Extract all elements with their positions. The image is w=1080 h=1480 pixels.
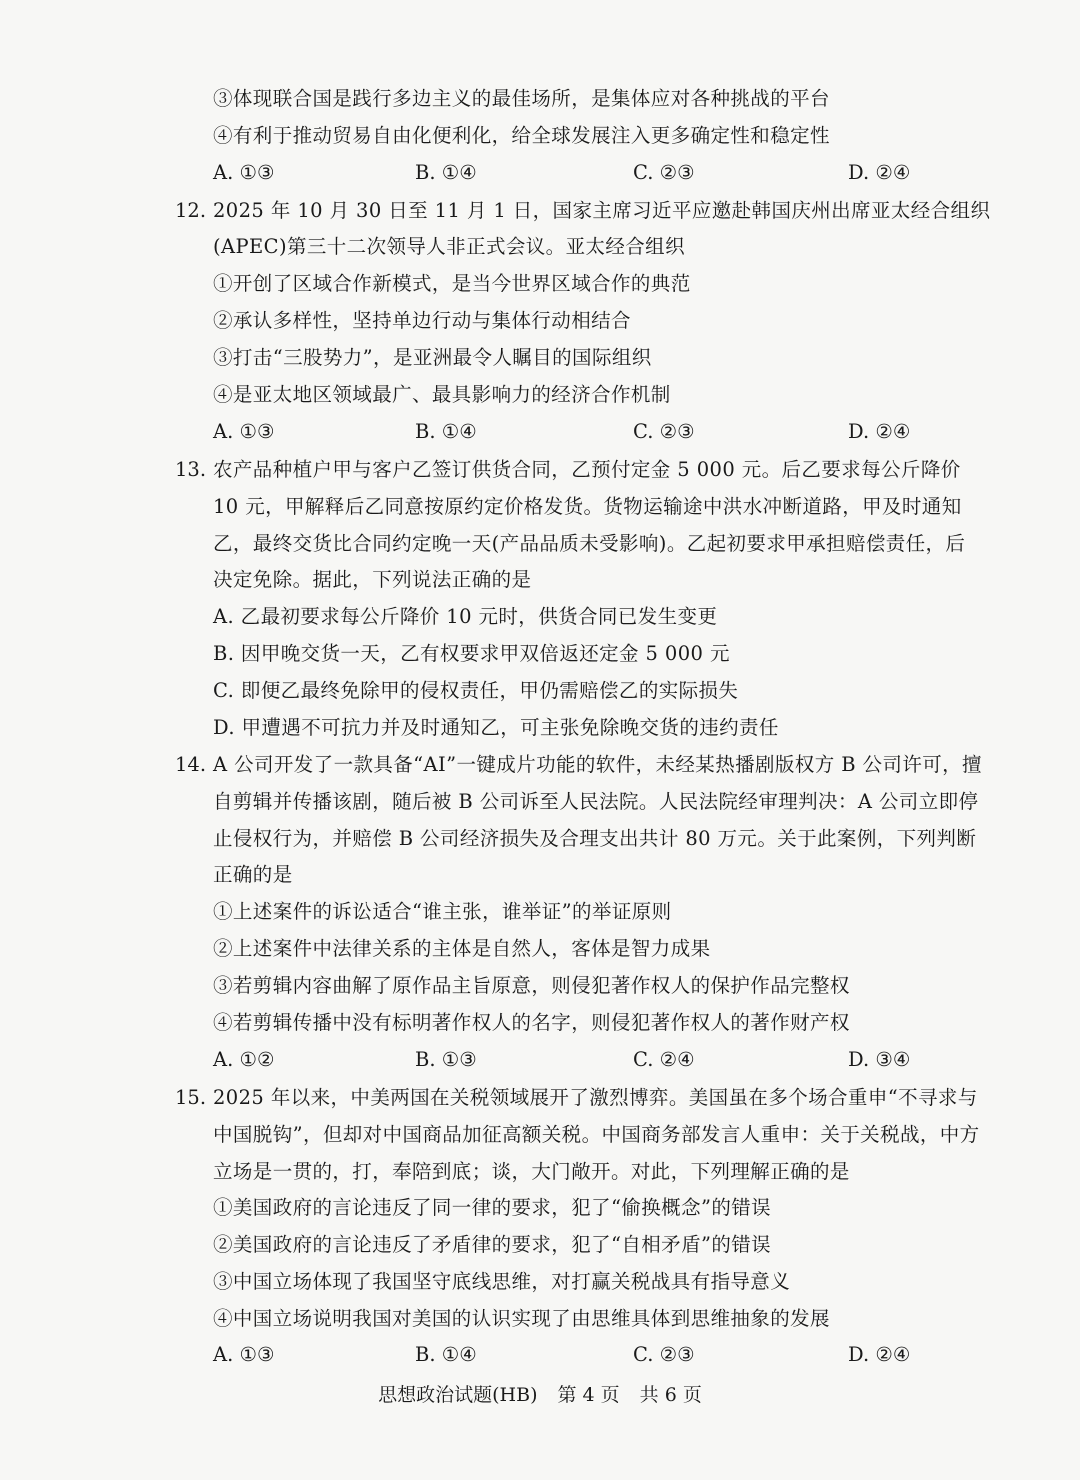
q11-item-4: ④有利于推动贸易自由化便利化，给全球发展注入更多确定性和稳定性 bbox=[213, 124, 830, 147]
q12-stem-line-2: (APEC)第三十二次领导人非正式会议。亚太经合组织 bbox=[213, 235, 685, 258]
q11-option-d: D. ②④ bbox=[848, 161, 911, 184]
q14-stem-line-4: 正确的是 bbox=[213, 863, 293, 886]
q15-option-b: B. ①④ bbox=[415, 1343, 477, 1366]
q12-item-4: ④是亚太地区领域最广、最具影响力的经济合作机制 bbox=[213, 383, 671, 406]
q13-option-b: B. 因甲晚交货一天，乙有权要求甲双倍返还定金 5 000 元 bbox=[213, 642, 730, 665]
q14-item-2: ②上述案件中法律关系的主体是自然人，客体是智力成果 bbox=[213, 937, 711, 960]
q15-stem-line-2: 中国脱钩”，但却对中国商品加征高额关税。中国商务部发言人重申：关于关税战，中方 bbox=[213, 1123, 980, 1146]
q11-option-c: C. ②③ bbox=[633, 161, 695, 184]
q15-item-2: ②美国政府的言论违反了矛盾律的要求，犯了“自相矛盾”的错误 bbox=[213, 1233, 772, 1256]
q15-stem-line-3: 立场是一贯的，打，奉陪到底；谈，大门敞开。对此，下列理解正确的是 bbox=[213, 1160, 850, 1183]
q14-stem-line-3: 止侵权行为，并赔偿 B 公司经济损失及合理支出共计 80 万元。关于此案例，下列判断 bbox=[213, 827, 977, 850]
page-footer bbox=[0, 1382, 1080, 1408]
q15-number: 15. bbox=[175, 1086, 207, 1109]
q12-option-a: A. ①③ bbox=[213, 420, 275, 443]
q11-item-3: ③体现联合国是践行多边主义的最佳场所，是集体应对各种挑战的平台 bbox=[213, 87, 830, 110]
q12-item-3: ③打击“三股势力”，是亚洲最令人瞩目的国际组织 bbox=[213, 346, 652, 369]
q12-item-1: ①开创了区域合作新模式，是当今世界区域合作的典范 bbox=[213, 272, 691, 295]
q13-stem-line-4: 决定免除。据此，下列说法正确的是 bbox=[213, 568, 532, 591]
q14-stem-line-1: A 公司开发了一款具备“AI”一键成片功能的软件，未经某热播剧版权方 B 公司许可，擅 bbox=[213, 753, 982, 776]
q11-option-a: A. ①③ bbox=[213, 161, 275, 184]
q14-option-b: B. ①③ bbox=[415, 1048, 477, 1071]
q14-option-a: A. ①② bbox=[213, 1048, 275, 1071]
q12-number: 12. bbox=[175, 199, 207, 222]
footer-exam-title: 思想政治试题(HB) bbox=[378, 1384, 538, 1406]
q14-stem-line-2: 自剪辑并传播该剧，随后被 B 公司诉至人民法院。人民法院经审理判决：A 公司立即停 bbox=[213, 790, 979, 813]
footer-page-total: 共 6 页 bbox=[639, 1384, 702, 1406]
q15-option-c: C. ②③ bbox=[633, 1343, 695, 1366]
q14-item-1: ①上述案件的诉讼适合“谁主张，谁举证”的举证原则 bbox=[213, 900, 672, 923]
q13-stem-line-2: 10 元，甲解释后乙同意按原约定价格发货。货物运输途中洪水冲断道路，甲及时通知 bbox=[213, 495, 962, 518]
q12-option-c: C. ②③ bbox=[633, 420, 695, 443]
q15-item-4: ④中国立场说明我国对美国的认识实现了由思维具体到思维抽象的发展 bbox=[213, 1307, 830, 1330]
q14-option-c: C. ②④ bbox=[633, 1048, 695, 1071]
q14-item-4: ④若剪辑传播中没有标明著作权人的名字，则侵犯著作权人的著作财产权 bbox=[213, 1011, 850, 1034]
q12-option-b: B. ①④ bbox=[415, 420, 477, 443]
q15-item-1: ①美国政府的言论违反了同一律的要求，犯了“偷换概念”的错误 bbox=[213, 1196, 772, 1219]
q14-option-d: D. ③④ bbox=[848, 1048, 911, 1071]
q13-option-a: A. 乙最初要求每公斤降价 10 元时，供货合同已发生变更 bbox=[213, 605, 718, 628]
q14-item-3: ③若剪辑内容曲解了原作品主旨原意，则侵犯著作权人的保护作品完整权 bbox=[213, 974, 850, 997]
q12-option-d: D. ②④ bbox=[848, 420, 911, 443]
q12-stem-line-1: 2025 年 10 月 30 日至 11 月 1 日，国家主席习近平应邀赴韩国庆州出席亚太经合组织 bbox=[213, 199, 991, 222]
q15-stem-line-1: 2025 年以来，中美两国在关税领域展开了激烈博弈。美国虽在多个场合重申“不寻求与 bbox=[213, 1086, 978, 1109]
q11-option-b: B. ①④ bbox=[415, 161, 477, 184]
q15-option-d: D. ②④ bbox=[848, 1343, 911, 1366]
q13-option-c: C. 即便乙最终免除甲的侵权责任，甲仍需赔偿乙的实际损失 bbox=[213, 679, 739, 702]
q13-stem-line-3: 乙，最终交货比合同约定晚一天(产品品质未受影响)。乙起初要求甲承担赔偿责任，后 bbox=[213, 532, 966, 555]
q14-number: 14. bbox=[175, 753, 207, 776]
q15-item-3: ③中国立场体现了我国坚守底线思维，对打赢关税战具有指导意义 bbox=[213, 1270, 791, 1293]
q15-option-a: A. ①③ bbox=[213, 1343, 275, 1366]
q13-number: 13. bbox=[175, 458, 207, 481]
q13-stem-line-1: 农产品种植户甲与客户乙签订供货合同，乙预付定金 5 000 元。后乙要求每公斤降价 bbox=[213, 458, 961, 481]
q13-option-d: D. 甲遭遇不可抗力并及时通知乙，可主张免除晚交货的违约责任 bbox=[213, 716, 779, 739]
q12-item-2: ②承认多样性，坚持单边行动与集体行动相结合 bbox=[213, 309, 631, 332]
footer-page-number: 第 4 页 bbox=[557, 1384, 620, 1406]
